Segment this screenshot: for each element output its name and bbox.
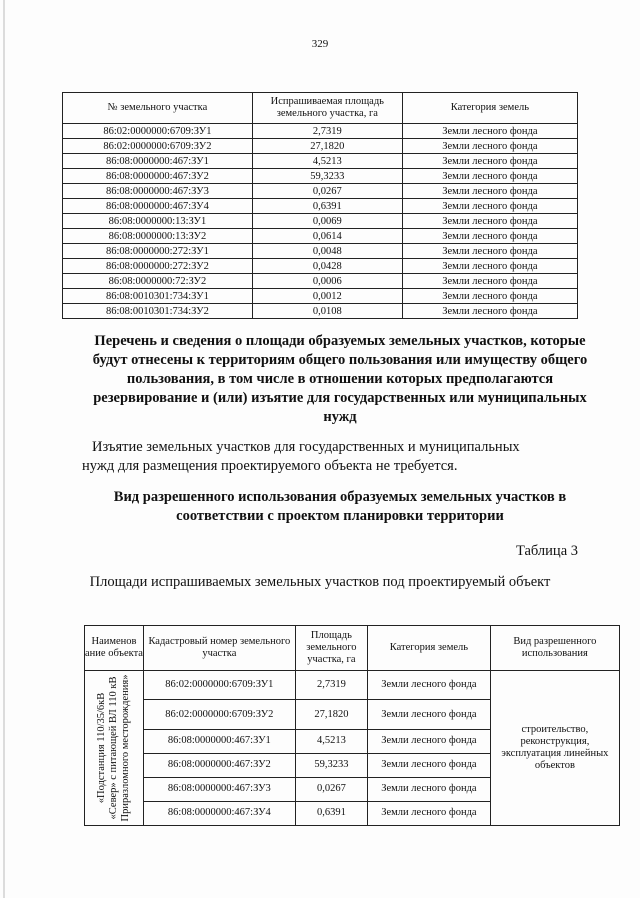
land-category: Земли лесного фонда <box>368 801 491 825</box>
column-header-category: Категория земель <box>402 93 577 124</box>
table-header-row <box>85 626 620 671</box>
plot-area: 0,0012 <box>252 289 402 304</box>
plot-number: 86:08:0000000:467:ЗУ2 <box>63 169 253 184</box>
cadastral-number: 86:08:0000000:467:ЗУ3 <box>144 777 296 801</box>
section-heading-permitted-use: Вид разрешенного использования образуемых земельных участков в соответствии с проектом планировки территории <box>113 489 567 524</box>
plot-number: 86:08:0000000:13:ЗУ1 <box>63 214 253 229</box>
land-category: Земли лесного фонда <box>368 671 491 700</box>
object-name: «Подстанция 110/35/6кВ «Север» с питающей ВЛ 110 кВ Приразломного месторождения» <box>96 674 131 822</box>
column-header-permitted-use: Вид разрешенного использования <box>490 626 619 671</box>
plot-number: 86:08:0000000:272:ЗУ1 <box>63 244 253 259</box>
land-category: Земли лесного фонда <box>402 139 577 154</box>
land-category: Земли лесного фонда <box>402 214 577 229</box>
permitted-use: строительство, реконструкция, эксплуатация линейных объектов <box>490 671 619 826</box>
column-header-area: Площадь земельного участка, га <box>295 626 367 671</box>
cadastral-number: 86:08:0000000:467:ЗУ4 <box>144 801 296 825</box>
table-label: Таблица 3 <box>515 543 578 559</box>
plot-area: 0,6391 <box>295 801 367 825</box>
plot-area: 27,1820 <box>252 139 402 154</box>
plot-area: 0,0048 <box>252 244 402 259</box>
paragraph-line-1: Изъятие земельных участков для государственных и муниципальных <box>92 439 520 455</box>
plot-number: 86:08:0000000:272:ЗУ2 <box>63 259 253 274</box>
land-category: Земли лесного фонда <box>402 124 577 139</box>
land-category: Земли лесного фонда <box>368 729 491 753</box>
table-row <box>63 199 578 214</box>
land-category: Земли лесного фонда <box>402 259 577 274</box>
table-header-row <box>63 93 578 124</box>
land-category: Земли лесного фонда <box>402 199 577 214</box>
cadastral-number: 86:02:0000000:6709:ЗУ2 <box>144 700 296 729</box>
paragraph-line-2: нужд для размещения проектируемого объекта не требуется. <box>82 458 458 474</box>
land-category: Земли лесного фонда <box>402 274 577 289</box>
table-caption: Площади испрашиваемых земельных участков под проектируемый объект <box>89 574 551 590</box>
table-row <box>63 214 578 229</box>
land-category: Земли лесного фонда <box>402 244 577 259</box>
plot-area: 4,5213 <box>295 729 367 753</box>
table-row <box>63 169 578 184</box>
object-name-cell <box>85 671 144 826</box>
cadastral-number: 86:02:0000000:6709:ЗУ1 <box>144 671 296 700</box>
table-row <box>63 124 578 139</box>
table-row <box>63 274 578 289</box>
plot-number: 86:08:0000000:13:ЗУ2 <box>63 229 253 244</box>
plot-number: 86:08:0010301:734:ЗУ1 <box>63 289 253 304</box>
plot-area: 0,0614 <box>252 229 402 244</box>
plot-area: 4,5213 <box>252 154 402 169</box>
cadastral-number: 86:08:0000000:467:ЗУ1 <box>144 729 296 753</box>
plot-number: 86:08:0000000:467:ЗУ1 <box>63 154 253 169</box>
cadastral-number: 86:08:0000000:467:ЗУ2 <box>144 753 296 777</box>
table-row <box>63 139 578 154</box>
plot-number: 86:02:0000000:6709:ЗУ1 <box>63 124 253 139</box>
table-row <box>63 229 578 244</box>
requested-plots-table <box>84 625 620 826</box>
table-row <box>63 154 578 169</box>
plot-number: 86:08:0000000:72:ЗУ2 <box>63 274 253 289</box>
land-category: Земли лесного фонда <box>402 184 577 199</box>
table-row <box>63 184 578 199</box>
plot-area: 2,7319 <box>295 671 367 700</box>
land-category: Земли лесного фонда <box>402 289 577 304</box>
plot-number: 86:08:0000000:467:ЗУ3 <box>63 184 253 199</box>
table-row <box>63 289 578 304</box>
column-header-object: Наименов ание объекта <box>85 626 144 671</box>
seizure-paragraph <box>82 438 602 476</box>
column-header-category: Категория земель <box>368 626 491 671</box>
plot-area: 0,0267 <box>295 777 367 801</box>
column-header-area: Испрашиваемая площадь земельного участка, га <box>252 93 402 124</box>
plot-area: 0,0069 <box>252 214 402 229</box>
land-category: Земли лесного фонда <box>402 154 577 169</box>
land-category: Земли лесного фонда <box>402 304 577 319</box>
column-header-plot-number: № земельного участка <box>63 93 253 124</box>
plot-area: 0,6391 <box>252 199 402 214</box>
plot-number: 86:08:0000000:467:ЗУ4 <box>63 199 253 214</box>
plot-number: 86:02:0000000:6709:ЗУ2 <box>63 139 253 154</box>
land-category: Земли лесного фонда <box>368 777 491 801</box>
section-heading-reservation: Перечень и сведения о площади образуемых земельных участков, которые будут отнесены к территориям общего пользования или имуществу общего пользования, в том числе в отношении которых предполагаются резервирование и (или) изъятие для государственных или муниципальных нужд <box>92 333 588 425</box>
plot-number: 86:08:0010301:734:ЗУ2 <box>63 304 253 319</box>
land-category: Земли лесного фонда <box>402 229 577 244</box>
plot-area: 2,7319 <box>252 124 402 139</box>
table-row <box>63 244 578 259</box>
land-plots-table <box>62 92 578 319</box>
plot-area: 0,0108 <box>252 304 402 319</box>
plot-area: 59,3233 <box>295 753 367 777</box>
land-category: Земли лесного фонда <box>368 700 491 729</box>
scan-edge <box>3 0 5 898</box>
table-row <box>63 304 578 319</box>
land-category: Земли лесного фонда <box>368 753 491 777</box>
land-category: Земли лесного фонда <box>402 169 577 184</box>
page-number: 329 <box>311 38 329 50</box>
plot-area: 0,0428 <box>252 259 402 274</box>
plot-area: 27,1820 <box>295 700 367 729</box>
plot-area: 0,0006 <box>252 274 402 289</box>
plot-area: 59,3233 <box>252 169 402 184</box>
column-header-cadastral: Кадастровый номер земельного участка <box>144 626 296 671</box>
table-row <box>85 671 620 700</box>
plot-area: 0,0267 <box>252 184 402 199</box>
table-row <box>63 259 578 274</box>
